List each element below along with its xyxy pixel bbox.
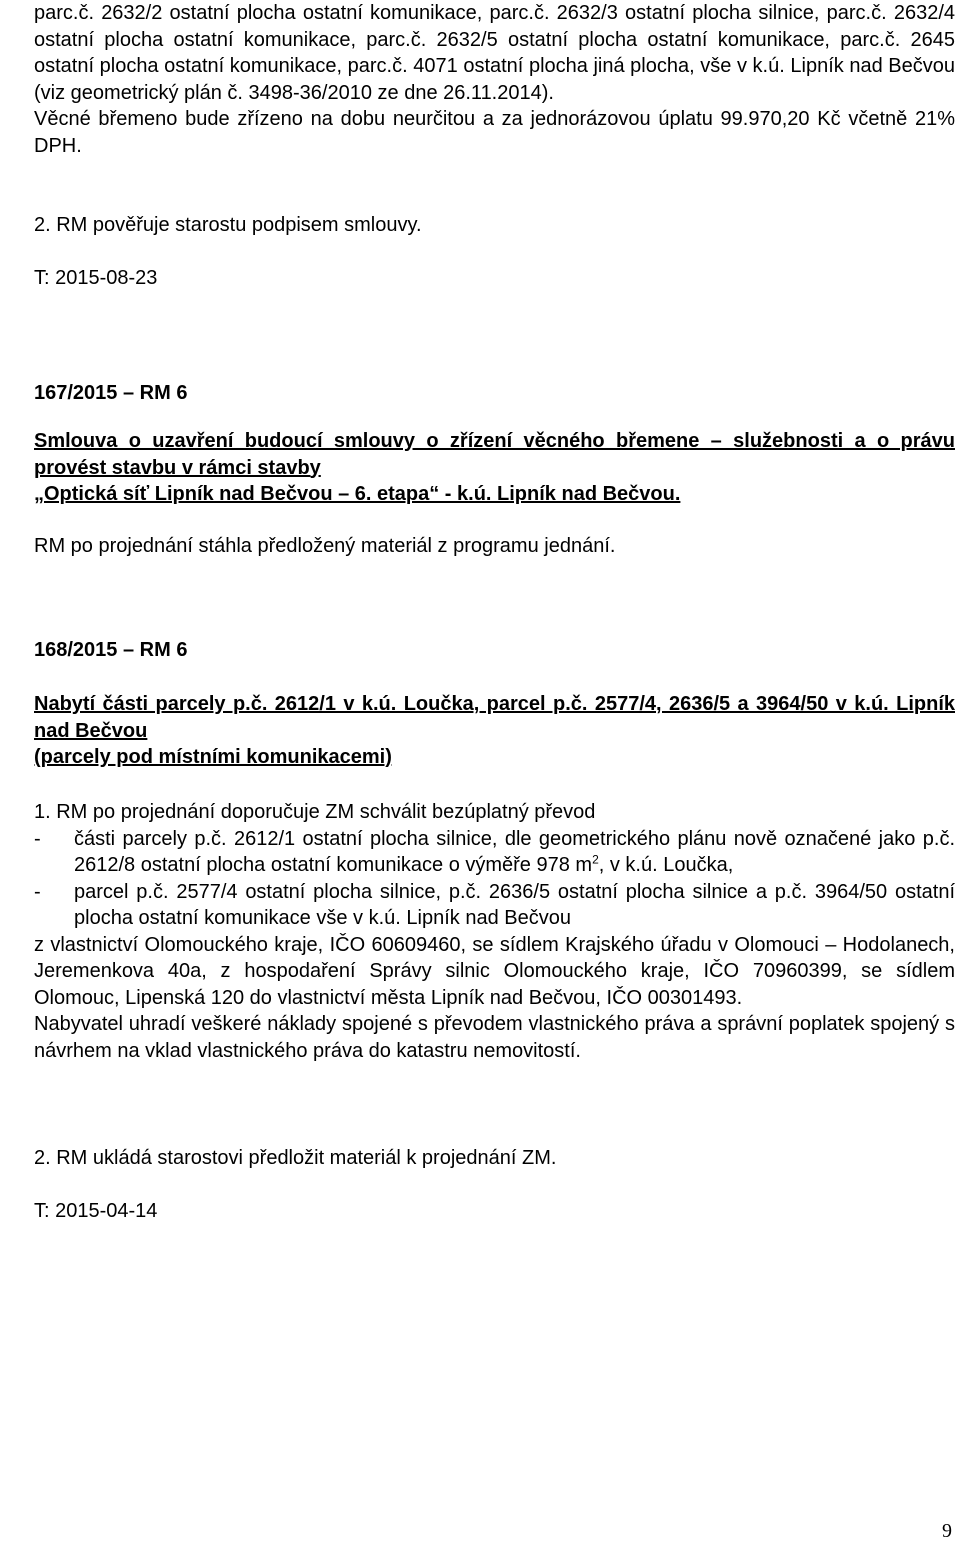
resolution-167-text-wrap xyxy=(34,533,955,560)
list-dash: - xyxy=(34,880,41,903)
resolution-168-subject xyxy=(34,691,955,771)
intro-section xyxy=(34,0,955,159)
resolution-168-subject-line1: Nabytí části parcely p.č. 2612/1 v k.ú. Loučka, parcel p.č. 2577/4, 2636/5 a 3964/50 v k.ú. Lipník nad Bečvou xyxy=(34,693,955,742)
resolution-168-subject-line2: (parcely pod místními komunikacemi) xyxy=(34,746,392,768)
intro-parcels-text: parc.č. 2632/2 ostatní plocha ostatní komunikace, parc.č. 2632/3 ostatní plocha silnice, parc.č. 2632/4 ostatní plocha ostatní komunikace, parc.č. 2632/5 ostatní plocha ostatní komunikace, parc.č. 2645 ostatní plocha ostatní komunikace, parc.č. 4071 ostatní plocha jiná plocha, vše v k.ú. Lipník nad Bečvou (viz geometrický plán č. 3498-36/2010 ze dne 26.11.2014). xyxy=(34,2,955,104)
resolution-168-point2: 2. RM ukládá starostovi předložit materiál k projednání ZM. xyxy=(34,1147,557,1169)
intro-point2: 2. RM pověřuje starostu podpisem smlouvy. xyxy=(34,214,422,236)
resolution-167-subject xyxy=(34,428,955,508)
costs-text: Nabyvatel uhradí veškeré náklady spojené s převodem vlastnického práva a správní poplatek spojený s návrhem na vklad vlastnického práva do katastru nemovitostí. xyxy=(34,1013,955,1062)
resolution-168-body xyxy=(34,799,955,1064)
list-item xyxy=(34,879,955,932)
intro-point2-wrap xyxy=(34,212,955,239)
list-item-text: parcel p.č. 2577/4 ostatní plocha silnice, p.č. 2636/5 ostatní plocha silnice a p.č. 3964/50 ostatní plocha ostatní komunikace vše v k.ú. Lipník nad Bečvou xyxy=(74,880,955,929)
list-item xyxy=(34,826,955,879)
resolution-168-term: T: 2015-04-14 xyxy=(34,1200,158,1222)
list-dash: - xyxy=(34,827,41,850)
superscript: 2 xyxy=(592,852,599,867)
resolution-167 xyxy=(34,380,955,407)
list-item-text-a: části parcely p.č. 2612/1 ostatní plocha silnice, dle geometrického plánu nově označené jako p.č. 2612/8 ostatní plocha ostatní komunikace o výměře 978 m xyxy=(74,827,955,876)
easement-terms-text: Věcné břemeno bude zřízeno na dobu neurčitou a za jednorázovou úplatu 99.970,20 Kč včetně 21% DPH. xyxy=(34,108,955,157)
page-number: 9 xyxy=(942,1520,952,1542)
owner-text: z vlastnictví Olomouckého kraje, IČO 60609460, se sídlem Krajského úřadu v Olomouci – Hodolanech, Jeremenkova 40a, z hospodaření Správy silnic Olomouckého kraje, IČO 70960399, se sídlem Olomouc, Lipenská 120 do vlastnictví města Lipník nad Bečvou, IČO 00301493. xyxy=(34,933,955,1009)
list-item-text xyxy=(74,826,955,879)
intro-term-wrap xyxy=(34,265,955,292)
resolution-168-term-wrap xyxy=(34,1198,955,1225)
intro-term: T: 2015-08-23 xyxy=(34,267,158,289)
resolution-167-subject-line1: Smlouva o uzavření budoucí smlouvy o zřízení věcného břemene – služebnosti a o právu provést stavbu v rámci stavby xyxy=(34,430,955,479)
resolution-168 xyxy=(34,637,955,664)
resolution-168-point1: 1. RM po projednání doporučuje ZM schválit bezúplatný převod xyxy=(34,801,596,823)
resolution-167-heading: 167/2015 – RM 6 xyxy=(34,382,188,404)
resolution-168-point2-wrap xyxy=(34,1145,955,1172)
resolution-167-text: RM po projednání stáhla předložený materiál z programu jednání. xyxy=(34,535,616,557)
resolution-167-subject-line2: „Optická síť Lipník nad Bečvou – 6. etapa“ - k.ú. Lipník nad Bečvou. xyxy=(34,483,681,505)
resolution-168-heading: 168/2015 – RM 6 xyxy=(34,639,188,661)
list-item-text-b: , v k.ú. Loučka, xyxy=(598,854,734,876)
